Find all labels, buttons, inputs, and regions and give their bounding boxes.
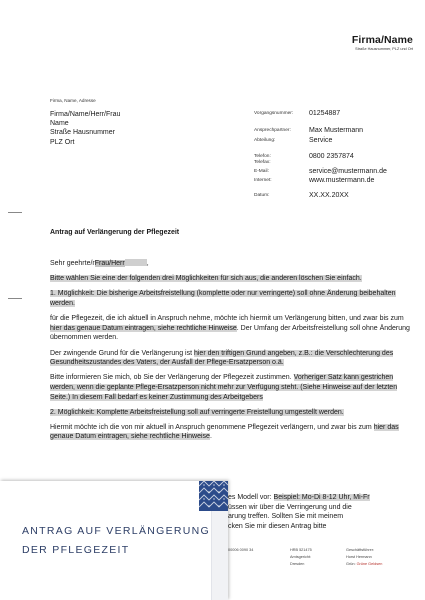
salutation: Sehr geehrte/rFrau/Herr ,: [50, 260, 149, 267]
paragraph-consent: Bitte informieren Sie mich, ob Sie der Verlängerung der Pflegezeit zustimmen. Vorheriger Satz kann gestrichen werden, wenn die geplante Pflege-Ersatzperson nicht mehr zur Verfügung steht. (Siehe Hinweise auf der letzten Seite.) In diesem Fall bedarf es keiner Zustimmung des Arbeitgebers: [50, 374, 398, 401]
internet-label: Internet:: [254, 178, 272, 183]
cover-card: [0, 481, 228, 600]
recipient-line: Name: [50, 120, 69, 128]
letter-subject: Antrag auf Verlängerung der Pflegezeit: [50, 229, 180, 236]
company-address: Straße Hausnummer, PLZ und Ort: [355, 47, 413, 51]
footer-city: Dresden: [290, 562, 305, 566]
fax-label: Telefax:: [254, 160, 271, 165]
recipient-line: Firma/Name/Herr/Frau: [50, 111, 121, 118]
company-header: [352, 34, 413, 51]
fold-mark: [8, 212, 22, 213]
redacted-name: [125, 259, 147, 266]
phone-label: Telefon:: [254, 154, 271, 159]
email-value: service@mustermann.de: [309, 168, 387, 175]
case-number-label: Vorgangsnummer:: [254, 111, 294, 116]
date-value: XX.XX.20XX: [309, 192, 349, 199]
cover-title-line: DER PFLEGEZEIT: [22, 543, 130, 556]
pattern-icon: [199, 481, 228, 511]
paragraph-option-2: 2. Möglichkeit: Komplette Arbeitsfreistellung soll auf verringerte Freistellung umgestellt werden.: [50, 408, 344, 416]
contact-value: Max Mustermann: [309, 127, 364, 134]
recipient-address: [50, 110, 120, 147]
department-label: Abteilung:: [254, 138, 276, 143]
email-label: E-Mail:: [254, 169, 269, 174]
internet-value: www.mustermann.de: [309, 177, 375, 184]
paragraph-reason: Der zwingende Grund für die Verlängerung ist hier den triftigen Grund angeben, z.B.: die Verschlechterung des Gesundheitszustandes des Vaters, der Ausfall der Pflege-Ersatzperson o.ä.: [50, 349, 394, 367]
footer-court-label: Amtsgericht:: [290, 555, 312, 559]
recipient-line: PLZ Ort: [50, 138, 75, 146]
sender-line: Firma, Name, Adresse: [50, 98, 96, 103]
footer-extra: Grün: Grüne Geldsen: [346, 562, 383, 566]
paragraph-request: für die Pflegezeit, die ich aktuell in Anspruch nehme, möchte ich hiermit um Verlängerung bitten, und zwar bis zum hier das genaue Datum eintragen, siehe rechtliche Hinweise. Der Umfang der Arbeitsfreistellung soll ohne Änderung übernommen werden.: [50, 315, 410, 342]
footer-ceo-name: Horst Hermann: [346, 555, 372, 559]
footer-register: HRB 521475: [290, 548, 312, 552]
partial-body-lines: es Modell vor: Beispiel: Mo-Di 8-12 Uhr, Mi-Fr üssen wir über die Verringerung und die arung treffen. Sollten Sie mit meinem cken Sie mir diesen Antrag bitte: [228, 494, 370, 530]
contact-label: Ansprechpartner:: [254, 128, 291, 133]
footer-bank-number: 00006 0090 34: [228, 548, 254, 552]
recipient-line: Straße Hausnummer: [50, 129, 115, 137]
cover-title: [22, 522, 210, 559]
punch-mark: [8, 298, 22, 299]
paragraph-instructions: Bitte wählen Sie eine der folgenden drei Möglichkeiten für sich aus, die anderen löschen Sie einfach.: [50, 275, 362, 283]
paragraph-extension: Hiermit möchte ich die von mir aktuell in Anspruch genommene Pflegezeit verlängern, und zwar bis zum hier das genaue Datum eintragen, siehe rechtliche Hinweise.: [50, 423, 399, 441]
case-number-value: 01254887: [309, 110, 341, 117]
paragraph-option-1: 1. Möglichkeit: Die bisherige Arbeitsfreistellung (komplette oder nur verringerte) soll ohne Änderung beibehalten werden.: [50, 290, 396, 307]
department-value: Service: [309, 137, 333, 144]
company-name: Firma/Name: [351, 34, 413, 46]
phone-value: 0800 2357874: [309, 153, 354, 160]
letter-body: [50, 259, 410, 448]
salutation-placeholder: Frau/Herr: [94, 260, 125, 267]
footer-ceo-label: Geschäftsführer:: [346, 548, 375, 552]
cover-title-line: ANTRAG AUF VERLÄNGERUNG: [22, 525, 211, 537]
date-label: Datum:: [254, 193, 270, 198]
